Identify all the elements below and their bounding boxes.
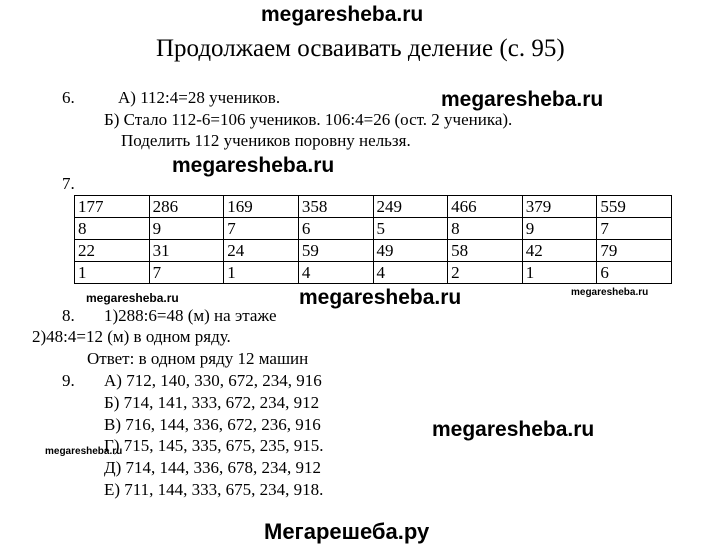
table-row — [75, 218, 672, 240]
task8-number: 8. — [62, 306, 75, 325]
table-cell: 1 — [522, 262, 597, 284]
table-cell: 6 — [597, 262, 672, 284]
task8-line1: 1)288:6=48 (м) на этаже — [104, 306, 277, 325]
table-row — [75, 240, 672, 262]
task9-item: А) 712, 140, 330, 672, 234, 916 — [104, 371, 322, 390]
table-cell: 2 — [448, 262, 523, 284]
task6-line-c: Поделить 112 учеников поровну нельзя. — [121, 131, 411, 150]
table-cell: 8 — [448, 218, 523, 240]
site-watermark-top: megaresheba.ru — [261, 3, 424, 26]
task8-answer: Ответ: в одном ряду 12 машин — [87, 349, 309, 368]
table-cell: 5 — [373, 218, 448, 240]
watermark-below-table-center: megaresheba.ru — [299, 286, 462, 309]
table-cell: 9 — [522, 218, 597, 240]
watermark-mid-right: megaresheba.ru — [441, 88, 604, 111]
table-row — [75, 262, 672, 284]
watermark-task9-right: megaresheba.ru — [432, 418, 595, 441]
table-cell: 59 — [298, 240, 373, 262]
table-cell: 358 — [298, 196, 373, 218]
task9-number: 9. — [62, 371, 75, 390]
table-cell: 4 — [373, 262, 448, 284]
table-cell: 7 — [597, 218, 672, 240]
task9-item: Д) 714, 144, 336, 678, 234, 912 — [104, 458, 322, 477]
watermark-below-table-left: megaresheba.ru — [86, 291, 179, 305]
table-cell: 7 — [149, 262, 224, 284]
table-cell: 169 — [224, 196, 299, 218]
table-cell: 22 — [75, 240, 150, 262]
task8-line2: 2)48:4=12 (м) в одном ряду. — [32, 327, 231, 346]
footer-brand: Мегарешеба.ру — [264, 519, 430, 544]
table-cell: 177 — [75, 196, 150, 218]
table-cell: 286 — [149, 196, 224, 218]
watermark-task9-left: megaresheba.ru — [45, 446, 123, 457]
table-cell: 7 — [224, 218, 299, 240]
task9-item: В) 716, 144, 336, 672, 236, 916 — [104, 415, 321, 434]
task6-line-a: А) 112:4=28 учеников. — [118, 88, 281, 107]
table-cell: 559 — [597, 196, 672, 218]
table-cell: 6 — [298, 218, 373, 240]
table-cell: 1 — [224, 262, 299, 284]
task6-line-b: Б) Стало 112-6=106 учеников. 106:4=26 (ост. 2 ученика). — [104, 110, 513, 129]
table-cell: 58 — [448, 240, 523, 262]
table-cell: 79 — [597, 240, 672, 262]
table-cell: 466 — [448, 196, 523, 218]
table-cell: 24 — [224, 240, 299, 262]
task6-number: 6. — [62, 88, 75, 107]
table-cell: 9 — [149, 218, 224, 240]
table-cell: 379 — [522, 196, 597, 218]
table-cell: 8 — [75, 218, 150, 240]
task9-item: Г) 715, 145, 335, 675, 235, 915. — [104, 436, 324, 455]
table-cell: 4 — [298, 262, 373, 284]
table-cell: 249 — [373, 196, 448, 218]
task9-item: Б) 714, 141, 333, 672, 234, 912 — [104, 393, 320, 412]
table-cell: 49 — [373, 240, 448, 262]
watermark-after-task6: megaresheba.ru — [172, 154, 335, 177]
table-cell: 1 — [75, 262, 150, 284]
task7-number: 7. — [62, 174, 75, 193]
task7-table — [74, 195, 672, 284]
page-title: Продолжаем осваивать деление (с. 95) — [156, 35, 565, 62]
task9-item: Е) 711, 144, 333, 675, 234, 918. — [104, 480, 324, 499]
table-cell: 42 — [522, 240, 597, 262]
table-row — [75, 196, 672, 218]
table-cell: 31 — [149, 240, 224, 262]
watermark-below-table-right: megaresheba.ru — [571, 287, 649, 298]
